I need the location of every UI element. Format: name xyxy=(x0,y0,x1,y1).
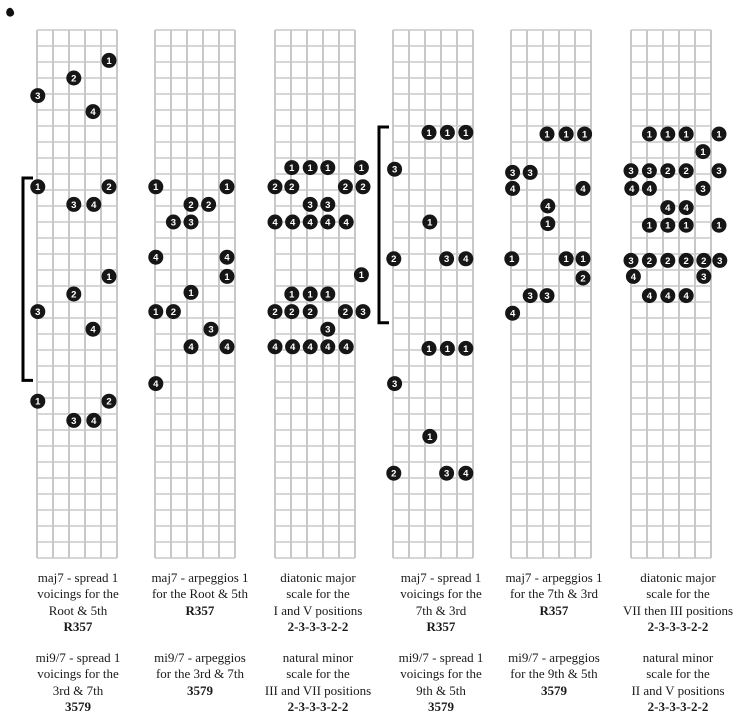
caption-line: VII then III positions xyxy=(622,602,734,618)
caption-formula: R357 xyxy=(426,618,456,634)
finger-number: 4 xyxy=(683,203,689,214)
finger-number: 4 xyxy=(272,217,278,229)
finger-number: 3 xyxy=(700,183,706,195)
finger-number: 4 xyxy=(307,217,313,229)
finger-number: 2 xyxy=(272,182,278,194)
finger-number: 1 xyxy=(544,129,550,141)
finger-number: 2 xyxy=(289,182,295,194)
finger-number: 3 xyxy=(71,415,77,427)
finger-number: 2 xyxy=(683,255,689,267)
finger-number: 1 xyxy=(224,271,230,283)
caption-line: for the 3rd & 7th xyxy=(155,666,245,682)
caption-line: 3rd & 7th xyxy=(52,682,104,698)
position-bracket xyxy=(379,127,389,323)
caption-bottom-6 xyxy=(593,650,754,715)
finger-number: 4 xyxy=(188,342,194,354)
finger-number: 4 xyxy=(325,217,331,229)
caption-formula: 2-3-3-3-2-2 xyxy=(647,618,709,634)
caption-line: voicings for the xyxy=(37,586,119,602)
caption-line: voicings for the xyxy=(400,666,482,682)
finger-number: 3 xyxy=(443,254,450,266)
caption-top-6 xyxy=(593,570,754,635)
finger-number: 1 xyxy=(444,343,451,355)
caption-formula: 3579 xyxy=(541,682,567,698)
finger-number: 1 xyxy=(716,129,722,141)
fretboard-diatonic-major-scale-VII-III xyxy=(624,30,728,558)
finger-number: 2 xyxy=(170,307,177,318)
caption-formula: 3579 xyxy=(187,682,213,698)
finger-number: 4 xyxy=(289,342,296,354)
caption-line: voicings for the xyxy=(400,586,482,602)
finger-number: 2 xyxy=(289,307,295,318)
finger-number: 1 xyxy=(307,163,313,174)
finger-number: 1 xyxy=(509,254,515,266)
finger-number: 1 xyxy=(716,220,722,232)
finger-number: 4 xyxy=(272,342,278,354)
finger-number: 3 xyxy=(35,91,41,102)
caption-line: mi9/7 - spread 1 xyxy=(398,650,484,665)
finger-number: 3 xyxy=(527,167,533,179)
finger-number: 3 xyxy=(509,167,516,179)
finger-number: 4 xyxy=(646,291,653,302)
caption-line: III and VII positions xyxy=(264,682,372,698)
finger-number: 2 xyxy=(360,182,366,194)
caption-line: maj7 - arpeggios 1 xyxy=(151,570,249,585)
caption-line: maj7 - spread 1 xyxy=(37,570,119,585)
scan-mark xyxy=(6,8,14,17)
finger-number: 2 xyxy=(188,199,194,211)
caption-line: natural minor xyxy=(642,650,714,665)
finger-number: 4 xyxy=(580,183,586,195)
finger-number: 1 xyxy=(188,287,194,299)
finger-number: 2 xyxy=(665,255,671,267)
caption-line: maj7 - arpeggios 1 xyxy=(505,570,603,585)
finger-number: 1 xyxy=(545,219,551,230)
caption-line: mi9/7 - arpeggios xyxy=(154,650,246,665)
caption-line: 7th & 3rd xyxy=(415,602,467,618)
caption-line: scale for the xyxy=(286,586,350,602)
caption-line: natural minor xyxy=(282,650,354,665)
finger-number: 4 xyxy=(224,342,230,354)
finger-number: 1 xyxy=(581,129,588,141)
caption-line: mi9/7 - spread 1 xyxy=(35,650,121,665)
finger-number: 1 xyxy=(307,289,313,301)
finger-number: 3 xyxy=(71,199,77,211)
finger-number: 1 xyxy=(427,431,433,443)
finger-number: 2 xyxy=(106,396,112,408)
finger-number: 1 xyxy=(153,307,159,318)
finger-number: 3 xyxy=(35,307,41,318)
caption-line: diatonic major xyxy=(640,570,716,585)
finger-number: 4 xyxy=(683,291,689,302)
finger-number: 4 xyxy=(289,217,296,229)
finger-number: 4 xyxy=(463,254,469,266)
finger-number: 1 xyxy=(563,129,569,141)
finger-number: 3 xyxy=(443,468,450,480)
fretboard-diatonic-major-scale-I-V xyxy=(268,30,371,558)
finger-number: 2 xyxy=(342,182,349,194)
finger-number: 4 xyxy=(153,252,159,264)
finger-number: 3 xyxy=(325,199,331,211)
finger-number: 1 xyxy=(646,220,653,232)
finger-number: 2 xyxy=(701,255,707,267)
finger-number: 4 xyxy=(343,217,349,229)
finger-number: 2 xyxy=(580,273,586,285)
caption-formula: 3579 xyxy=(65,698,91,714)
finger-number: 1 xyxy=(224,182,230,194)
finger-number: 4 xyxy=(343,342,349,354)
finger-number: 1 xyxy=(683,220,689,232)
finger-number: 4 xyxy=(509,308,516,320)
finger-number: 3 xyxy=(360,307,366,318)
finger-number: 3 xyxy=(307,199,313,211)
finger-number: 1 xyxy=(444,127,451,139)
fretboard-maj7-arpeggios-1-7th-3rd xyxy=(504,30,592,558)
finger-number: 3 xyxy=(701,271,707,283)
finger-number: 2 xyxy=(391,254,397,266)
finger-number: 1 xyxy=(683,129,689,141)
finger-number: 2 xyxy=(205,199,212,211)
finger-number: 3 xyxy=(188,217,194,229)
caption-formula: 2-3-3-3-2-2 xyxy=(287,698,349,714)
finger-number: 3 xyxy=(527,291,533,302)
finger-number: 1 xyxy=(427,217,433,229)
finger-number: 4 xyxy=(629,183,635,195)
finger-number: 3 xyxy=(391,164,398,176)
finger-number: 1 xyxy=(665,220,671,232)
caption-line: scale for the xyxy=(646,666,710,682)
finger-number: 2 xyxy=(665,166,671,178)
finger-number: 1 xyxy=(426,343,432,355)
finger-number: 4 xyxy=(646,183,653,195)
finger-number: 3 xyxy=(544,291,550,302)
finger-number: 1 xyxy=(665,129,671,141)
finger-number: 1 xyxy=(325,289,331,301)
finger-number: 2 xyxy=(71,73,77,85)
finger-number: 4 xyxy=(325,342,331,354)
finger-number: 4 xyxy=(224,252,230,264)
finger-number: 3 xyxy=(716,166,722,178)
finger-number: 1 xyxy=(646,129,653,141)
caption-line: mi9/7 - arpeggios xyxy=(508,650,600,665)
finger-number: 3 xyxy=(391,379,398,390)
caption-line: voicings for the xyxy=(37,666,119,682)
finger-number: 3 xyxy=(628,255,634,267)
finger-number: 1 xyxy=(35,182,41,194)
caption-line: scale for the xyxy=(646,586,710,602)
finger-number: 1 xyxy=(106,55,112,67)
caption-line: for the 9th & 5th xyxy=(510,666,598,682)
finger-number: 2 xyxy=(683,166,689,178)
finger-number: 1 xyxy=(563,254,569,266)
caption-line: scale for the xyxy=(286,666,350,682)
caption-line: I and V positions xyxy=(273,602,363,618)
finger-number: 2 xyxy=(342,307,349,318)
finger-number: 1 xyxy=(289,163,295,174)
finger-number: 3 xyxy=(717,255,723,267)
finger-number: 1 xyxy=(35,396,41,408)
finger-number: 1 xyxy=(358,163,365,174)
finger-number: 3 xyxy=(628,166,634,178)
caption-line: for the 7th & 3rd xyxy=(509,586,599,602)
finger-number: 4 xyxy=(90,107,96,118)
finger-number: 1 xyxy=(289,289,295,301)
finger-number: 3 xyxy=(646,166,653,178)
finger-number: 4 xyxy=(153,379,159,390)
finger-number: 2 xyxy=(307,307,313,318)
finger-number: 4 xyxy=(90,324,96,336)
caption-line: maj7 - spread 1 xyxy=(400,570,482,585)
finger-number: 1 xyxy=(325,163,331,174)
caption-formula: R357 xyxy=(63,618,93,634)
caption-formula: R357 xyxy=(185,602,215,618)
finger-number: 1 xyxy=(426,127,432,139)
finger-number: 4 xyxy=(545,201,551,213)
finger-number: 1 xyxy=(463,127,469,139)
position-bracket xyxy=(23,178,33,380)
caption-formula: 2-3-3-3-2-2 xyxy=(287,618,349,634)
finger-number: 1 xyxy=(106,271,112,283)
finger-number: 4 xyxy=(665,203,671,214)
finger-number: 2 xyxy=(106,182,112,194)
finger-number: 3 xyxy=(170,217,177,229)
caption-line: diatonic major xyxy=(280,570,356,585)
caption-line: for the Root & 5th xyxy=(151,586,249,602)
finger-number: 4 xyxy=(665,291,671,302)
finger-number: 3 xyxy=(325,324,331,336)
caption-line: II and V positions xyxy=(631,682,725,698)
finger-number: 3 xyxy=(208,324,214,336)
caption-line: Root & 5th xyxy=(48,602,108,618)
caption-formula: R357 xyxy=(539,602,569,618)
finger-number: 4 xyxy=(509,183,516,195)
finger-number: 2 xyxy=(71,289,77,301)
finger-number: 4 xyxy=(463,468,469,480)
finger-number: 4 xyxy=(630,271,637,283)
caption-line: 9th & 5th xyxy=(416,682,466,698)
finger-number: 2 xyxy=(391,468,397,480)
finger-number: 4 xyxy=(307,342,313,354)
fretboard-maj7-spread-1-root-5th xyxy=(23,30,117,558)
finger-number: 1 xyxy=(358,270,365,282)
fretboard-maj7-spread-1-7th-3rd xyxy=(379,30,473,558)
caption-formula: 2-3-3-3-2-2 xyxy=(647,698,709,714)
finger-number: 1 xyxy=(463,343,469,355)
finger-number: 1 xyxy=(700,147,706,158)
finger-number: 1 xyxy=(580,254,586,266)
finger-number: 4 xyxy=(91,199,97,211)
finger-number: 2 xyxy=(646,255,653,267)
finger-number: 4 xyxy=(91,415,97,427)
finger-number: 2 xyxy=(272,307,278,318)
caption-formula: 3579 xyxy=(428,698,454,714)
finger-number: 1 xyxy=(153,182,159,194)
fretboard-maj7-arpeggios-1-root-5th xyxy=(148,30,235,558)
